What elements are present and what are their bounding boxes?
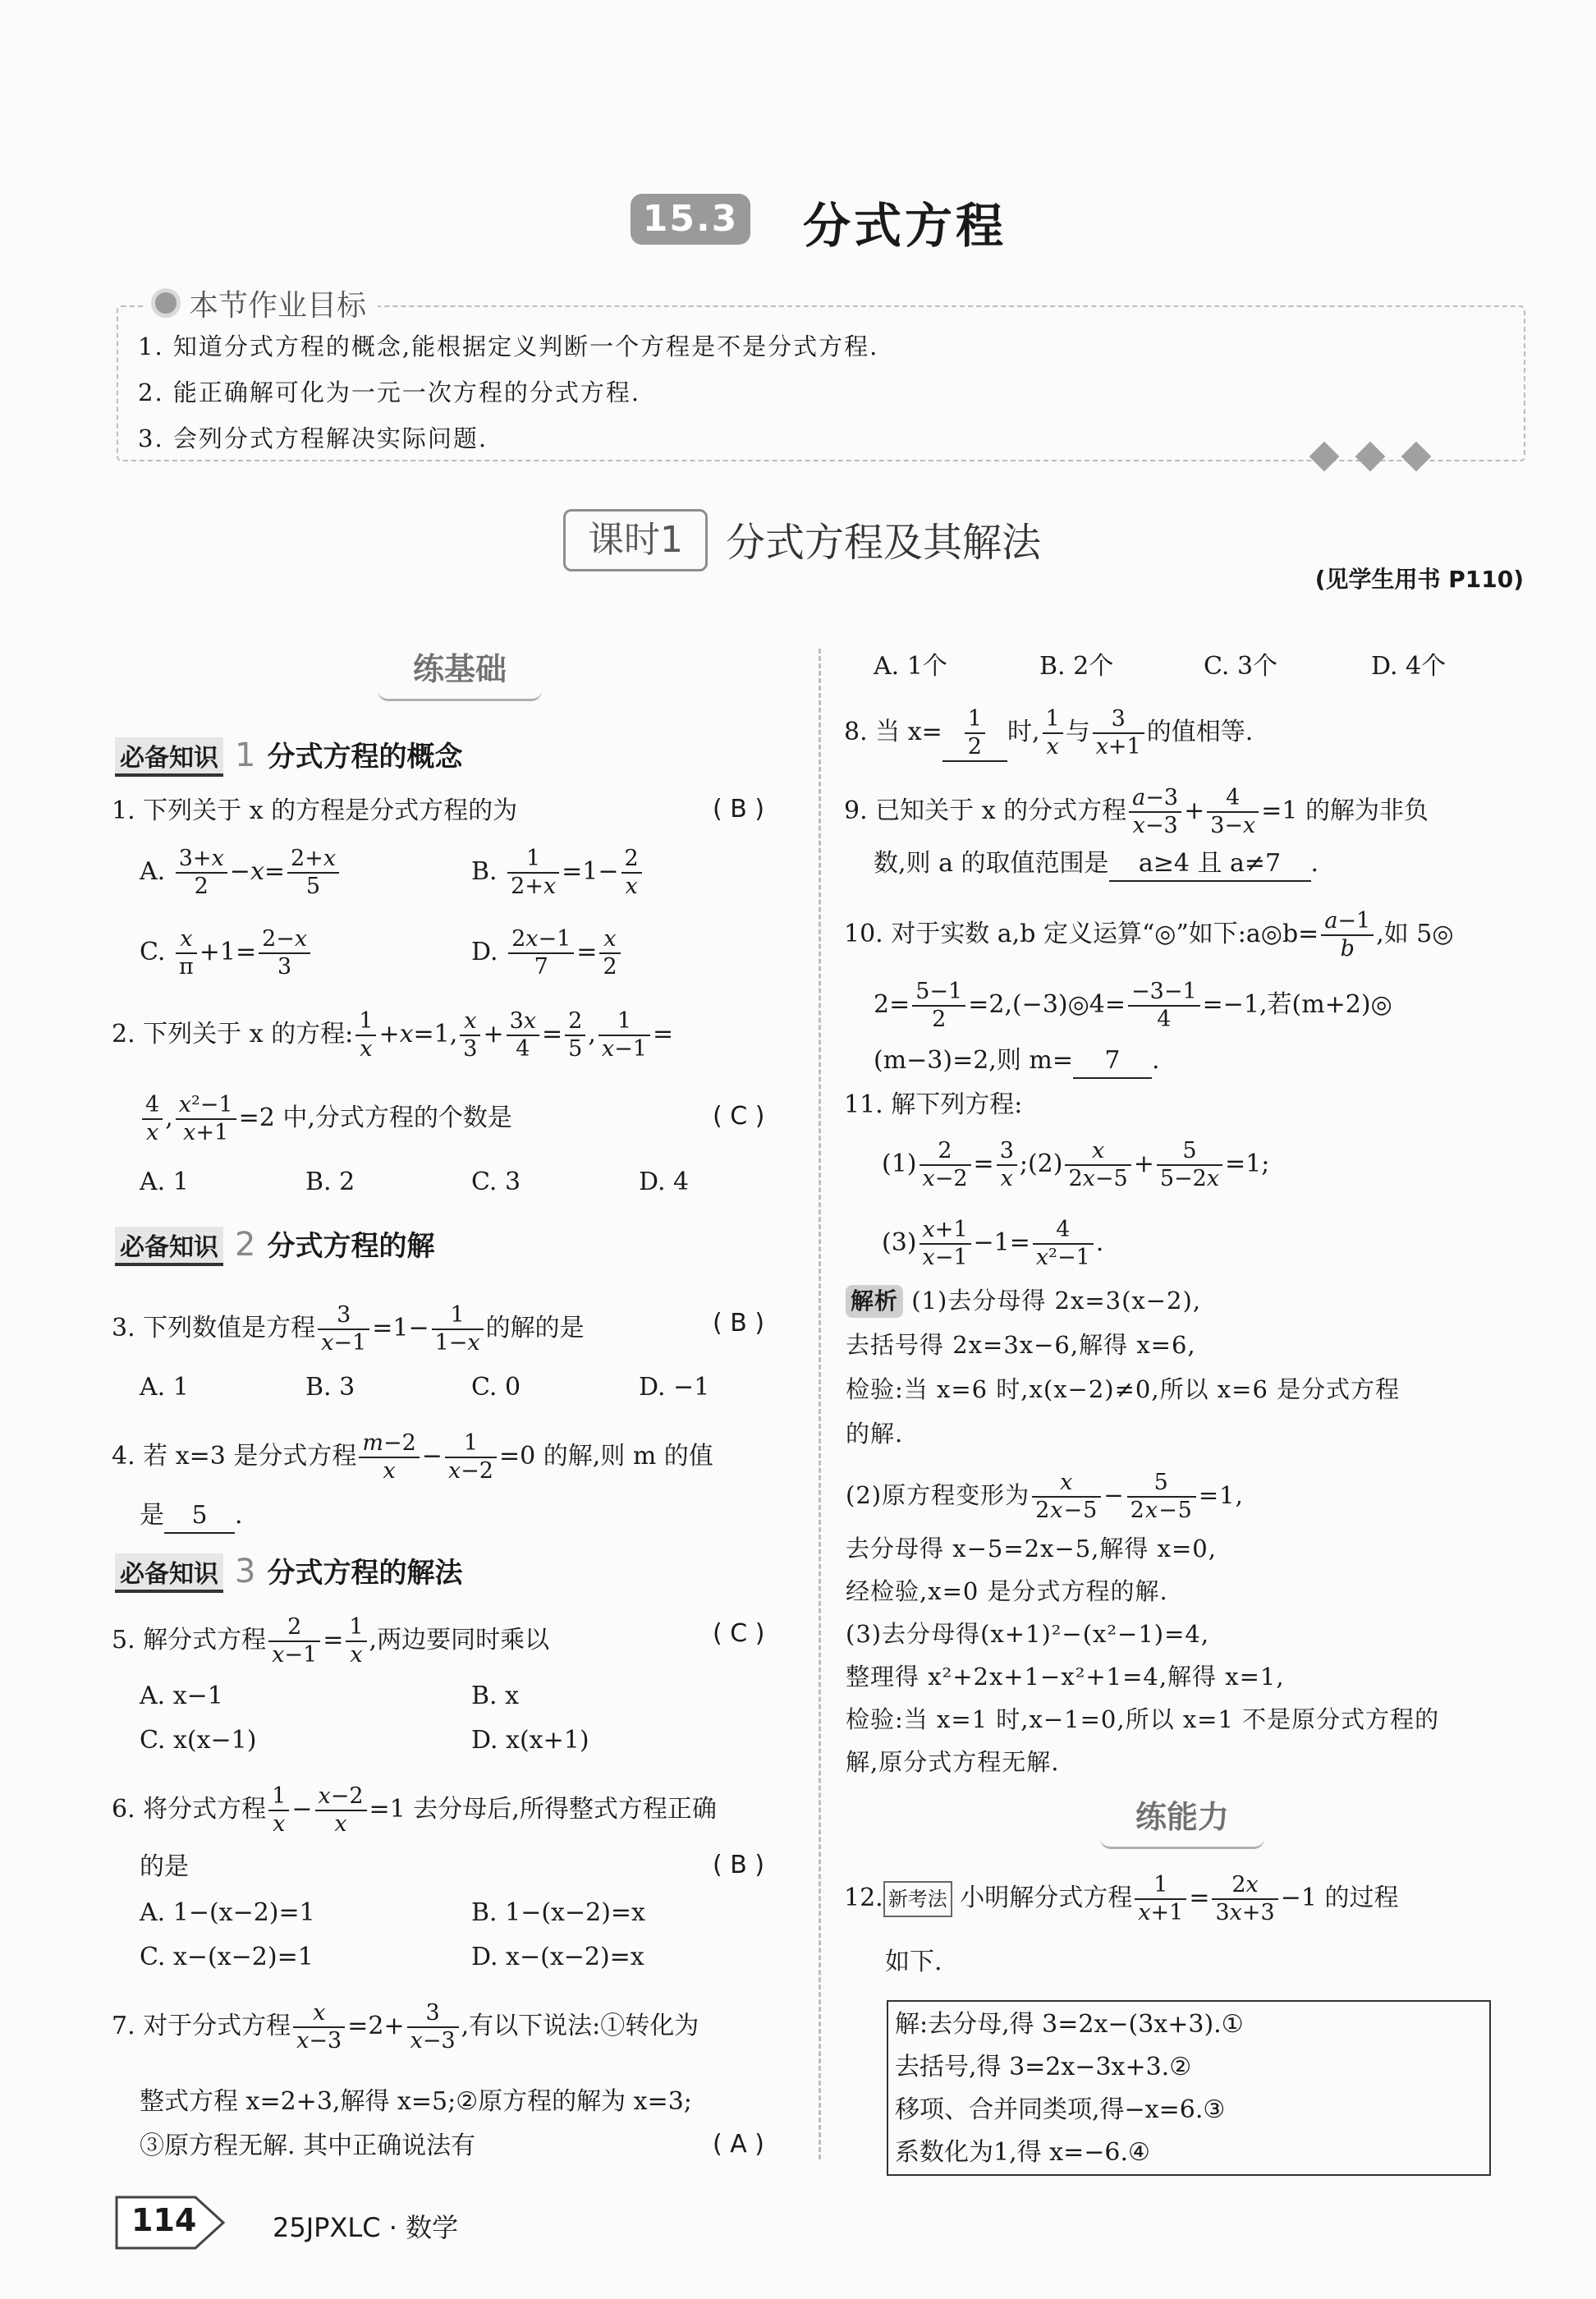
q4-line2 [140,1499,243,1534]
kp-title: 分式方程的解法 [267,1557,463,1590]
q9-end: . [1310,849,1319,878]
q10-line3-text: (m−3)=2,则 m= [874,1046,1073,1075]
q7-option-c: C. 3个 [1204,652,1278,681]
q10-stem: 10. 对于实数 a,b 定义运算“◎”如下:a◎b= $\frac{a-1}{b}$ ,如 5◎ [844,908,1454,961]
q10-answer-blank: 7 [1073,1044,1152,1079]
q3-option-b: B. 3 [305,1373,355,1402]
q3-post: 的解的是 [485,1314,585,1342]
q5-stem: 5. 解分式方程 $\frac{2}{x-1}$ = $\frac{1}{x}$ ,两边要同时乘以 [112,1614,550,1668]
solution-line-11: 解,原分式方程无解. [846,1748,1060,1776]
q10-end: . [1151,1046,1160,1075]
q1-answer: ( B ) [713,795,765,824]
q4-end: . [235,1501,243,1530]
q8-mid: 时, [1007,718,1040,746]
q8-post: 的值相等. [1146,718,1254,746]
new-method-tag: 新考法 [883,1881,952,1917]
q10-post: ,如 5◎ [1376,920,1454,948]
goal-item: 2. 能正确解可化为一元一次方程的分式方程. [138,379,641,406]
kp-tag: 必备知识 [115,737,223,777]
q7-option-b: B. 2个 [1039,652,1114,681]
kp-tag: 必备知识 [115,1553,223,1593]
q9-stem: 9. 已知关于 x 的分式方程 $\frac{a-3}{x-3}$ + $\frac{4}{3-x}$ =1 的解为非负 [844,785,1429,838]
lesson-title: 分式方程及其解法 [726,520,1042,566]
q11-stem: 11. 解下列方程: [844,1090,1023,1119]
q6-stem: 6. 将分式方程 $\frac{1}{x}$ − $\frac{x-2}{x}$ =1 去分母后,所得整式方程正确 [112,1783,717,1837]
q3-option-d: D. −1 [639,1373,710,1402]
q6-pre: 6. 将分式方程 [112,1795,267,1824]
goals-heading-text: 本节作业目标 [189,289,367,323]
q6-option-c: C. x−(x−2)=1 [140,1943,314,1971]
q12-number: 12. [844,1884,883,1912]
goals-heading [144,282,378,324]
solution-line-6: 去分母得 x−5=2x−5,解得 x=0, [846,1535,1217,1562]
q11-part3: (3) $\frac{x+1}{x-1}$ −1= $\frac{4}{\text{x²−1}}$ . [882,1217,1104,1270]
solution-text: (1)去分母得 2x=3(x−2), [911,1287,1202,1315]
process-step-3: 移项、合并同类项,得−x=6.③ [895,2095,1226,2124]
knowledge-point-3 [115,1550,462,1593]
process-step-1: 解:去分母,得 3=2x−(3x+3).① [895,2010,1244,2039]
lesson-label: 课时1 [563,509,708,571]
q9-pre: 9. 已知关于 x 的分式方程 [844,796,1127,825]
q2-tail: =2 中,分式方程的个数是 [238,1104,512,1132]
q12-post: 的过程 [1324,1884,1399,1912]
q3-pre: 3. 下列数值是方程 [112,1314,316,1342]
solution-line-9: 整理得 x²+2x+1−x²+1=4,解得 x=1, [846,1663,1285,1691]
q8-pre: 8. 当 x= [844,718,942,746]
kp-title: 分式方程的解 [267,1230,435,1263]
knowledge-point-2 [115,1223,434,1266]
q10-line2a: 2= [874,990,910,1019]
kp-number: 2 [235,1226,256,1264]
goal-item: 1. 知道分式方程的概念,能根据定义判断一个方程是不是分式方程. [138,333,879,360]
book-code: 25JPXLC · 数学 [273,2212,459,2243]
q3-stem: 3. 下列数值是方程 $\frac{3}{x-1}$ =1− $\frac{1}{1-x}$ 的解的是 [112,1302,585,1356]
q6-post: =1 去分母后,所得整式方程正确 [369,1795,717,1824]
process-step-4: 系数化为1,得 x=−6.④ [895,2138,1150,2167]
solution-line-8: (3)去分母得(x+1)²−(x²−1)=4, [846,1620,1210,1648]
q11-part1-2: (1) $\frac{2}{x-2}$ = $\frac{3}{x}$ ;(2) $\frac{x}{2x-5}$ + $\frac{5}{5-2x}$ =1; [882,1138,1270,1191]
q2-option-b: B. 2 [305,1168,355,1196]
knowledge-point-1 [115,734,462,777]
q4-line2-text: 是 [140,1501,164,1530]
section-number: 15.3 [631,194,750,245]
solution-line-1 [846,1284,1201,1318]
q5-option-a: A. x−1 [140,1682,223,1710]
q2-option-a: A. 1 [140,1168,189,1196]
q10-pre: 10. 对于实数 a,b 定义运算“◎”如下:a◎b= [844,920,1319,948]
q7-post: ,有以下说法:①转化为 [461,2012,699,2040]
q12-line2: 如下. [885,1948,942,1976]
q2-option-d: D. 4 [639,1168,690,1196]
q7-stem: 7. 对于分式方程 $\frac{x}{x-3}$ =2+ $\frac{3}{x-3}$ ,有以下说法:①转化为 [112,2000,699,2053]
q10-line2c: =−1,若(m+2)◎ [1202,990,1392,1019]
process-step-2: 去括号,得 3=2x−3x+3.② [895,2053,1192,2081]
q2-option-c: C. 3 [471,1168,521,1196]
q5-post: ,两边要同时乘以 [369,1626,550,1654]
q6-option-d: D. x−(x−2)=x [471,1943,644,1971]
q2-answer: ( C ) [713,1102,765,1131]
q1-option-b: B. $\frac{1}{2+x}$ =1− $\frac{2}{x}$ [471,846,644,900]
q9-answer-blank: a≥4 且 a≠7 [1109,847,1311,882]
q12-stem: 12. 新考法 小明解分式方程 $\frac{1}{x+1}$ = $\frac{2x}{3x+3}$ −1 的过程 [844,1872,1399,1925]
solution-line-4: 的解. [846,1420,904,1448]
q6-option-a: A. 1−(x−2)=1 [140,1898,315,1927]
solution-line-5: (2)原方程变形为 $\frac{x}{2x-5}$ − $\frac{5}{2x-5}$ =1, [846,1470,1244,1523]
q5-option-b: B. x [471,1682,520,1710]
solution-tag: 解析 [846,1285,903,1318]
practice-ability-banner: 练能力 [1084,1792,1281,1849]
q10-line3 [874,1044,1160,1079]
q9-line2-text: 数,则 a 的取值范围是 [874,849,1109,878]
q7-line2: 整式方程 x=2+3,解得 x=5;②原方程的解为 x=3; [140,2087,692,2116]
solution-line-7: 经检验,x=0 是分式方程的解. [846,1577,1168,1605]
q2-stem: 2. 下列关于 x 的方程: $\frac{1}{x}$ +x=1, $\frac{x}{3}$ + $\frac{3x}{4}$ = $\frac{2}{5}$ , $\frac{1}{x-1}$ = [112,1008,674,1062]
q4-answer-blank: 5 [164,1499,235,1534]
q6-option-b: B. 1−(x−2)=x [471,1898,645,1927]
bullet-icon [151,288,181,318]
q7-option-d: D. 4个 [1371,652,1447,681]
goal-item: 3. 会列分式方程解决实际问题. [138,424,488,452]
solution-line-10: 检验:当 x=1 时,x−1=0,所以 x=1 不是原分式方程的 [846,1705,1440,1733]
q4-stem: 4. 若 x=3 是分式方程 $\frac{m-2}{x}$ − $\frac{1}{x-2}$ =0 的解,则 m 的值 [112,1430,713,1484]
q1-option-c: C. $\frac{x}{\pi}$ +1= $\frac{2-x}{3}$ [140,926,313,980]
q7-pre: 7. 对于分式方程 [112,2012,291,2040]
section-title: 分式方程 [803,198,1007,254]
book-reference: (见学生用书 P110) [1314,566,1524,593]
q5-option-c: C. x(x−1) [140,1726,257,1755]
q7-option-a: A. 1个 [874,652,947,681]
column-divider [819,649,821,2159]
decorative-dots-icon [1314,445,1452,474]
q6-answer: ( B ) [713,1851,765,1879]
q3-option-c: C. 0 [471,1373,521,1402]
q7-answer: ( A ) [713,2130,765,2159]
q3-answer: ( B ) [713,1309,765,1338]
solution-line-2: 去括号得 2x=3x−6,解得 x=6, [846,1331,1196,1359]
q7-line3: ③原方程无解. 其中正确说法有 [140,2132,476,2160]
q10-line2: 2= $\frac{5-1}{2}$ =2,(−3)◎4= $\frac{-3-1}{4}$ =−1,若(m+2)◎ [874,979,1392,1032]
q5-answer: ( C ) [713,1619,765,1648]
q2-stem-text: 2. 下列关于 x 的方程: [112,1020,354,1049]
q1-option-a: A. $\frac{3+x}{2}$ −x= $\frac{2+x}{5}$ [140,846,342,900]
q2-stem-line2: $\frac{4}{x}$ , $\frac{\text{x²−1}}{x+1}$ =2 中,分式方程的个数是 [140,1092,512,1146]
page-number: 114 [131,2202,197,2238]
q4-post: =0 的解,则 m 的值 [498,1442,713,1471]
q3-option-a: A. 1 [140,1373,189,1402]
kp-number: 1 [235,737,256,774]
q4-pre: 4. 若 x=3 是分式方程 [112,1442,357,1471]
q8-stem: 8. 当 x= $\frac{1}{2}$ 时, $\frac{1}{x}$ 与 $\frac{3}{x+1}$ 的值相等. [844,706,1253,762]
q5-pre: 5. 解分式方程 [112,1626,267,1654]
q1-option-d: D. $\frac{2x-1}{7}$ = $\frac{x}{2}$ [471,926,623,980]
q9-line2 [874,847,1319,882]
kp-tag: 必备知识 [115,1227,223,1266]
practice-basic-banner: 练基础 [361,644,558,701]
kp-number: 3 [235,1553,256,1590]
q5-option-d: D. x(x+1) [471,1726,589,1755]
kp-title: 分式方程的概念 [267,741,463,773]
solution-line-3: 检验:当 x=6 时,x(x−2)≠0,所以 x=6 是分式方程 [846,1375,1401,1403]
solution-text: (2)原方程变形为 [846,1481,1030,1509]
q12-pre: 小明解分式方程 [960,1884,1133,1912]
q6-line2: 的是 [140,1852,189,1881]
q9-post: =1 的解为非负 [1261,796,1429,825]
q1-stem: 1. 下列关于 x 的方程是分式方程的为 [112,796,518,825]
q10-line2b: =2,(−3)◎4= [968,990,1126,1019]
